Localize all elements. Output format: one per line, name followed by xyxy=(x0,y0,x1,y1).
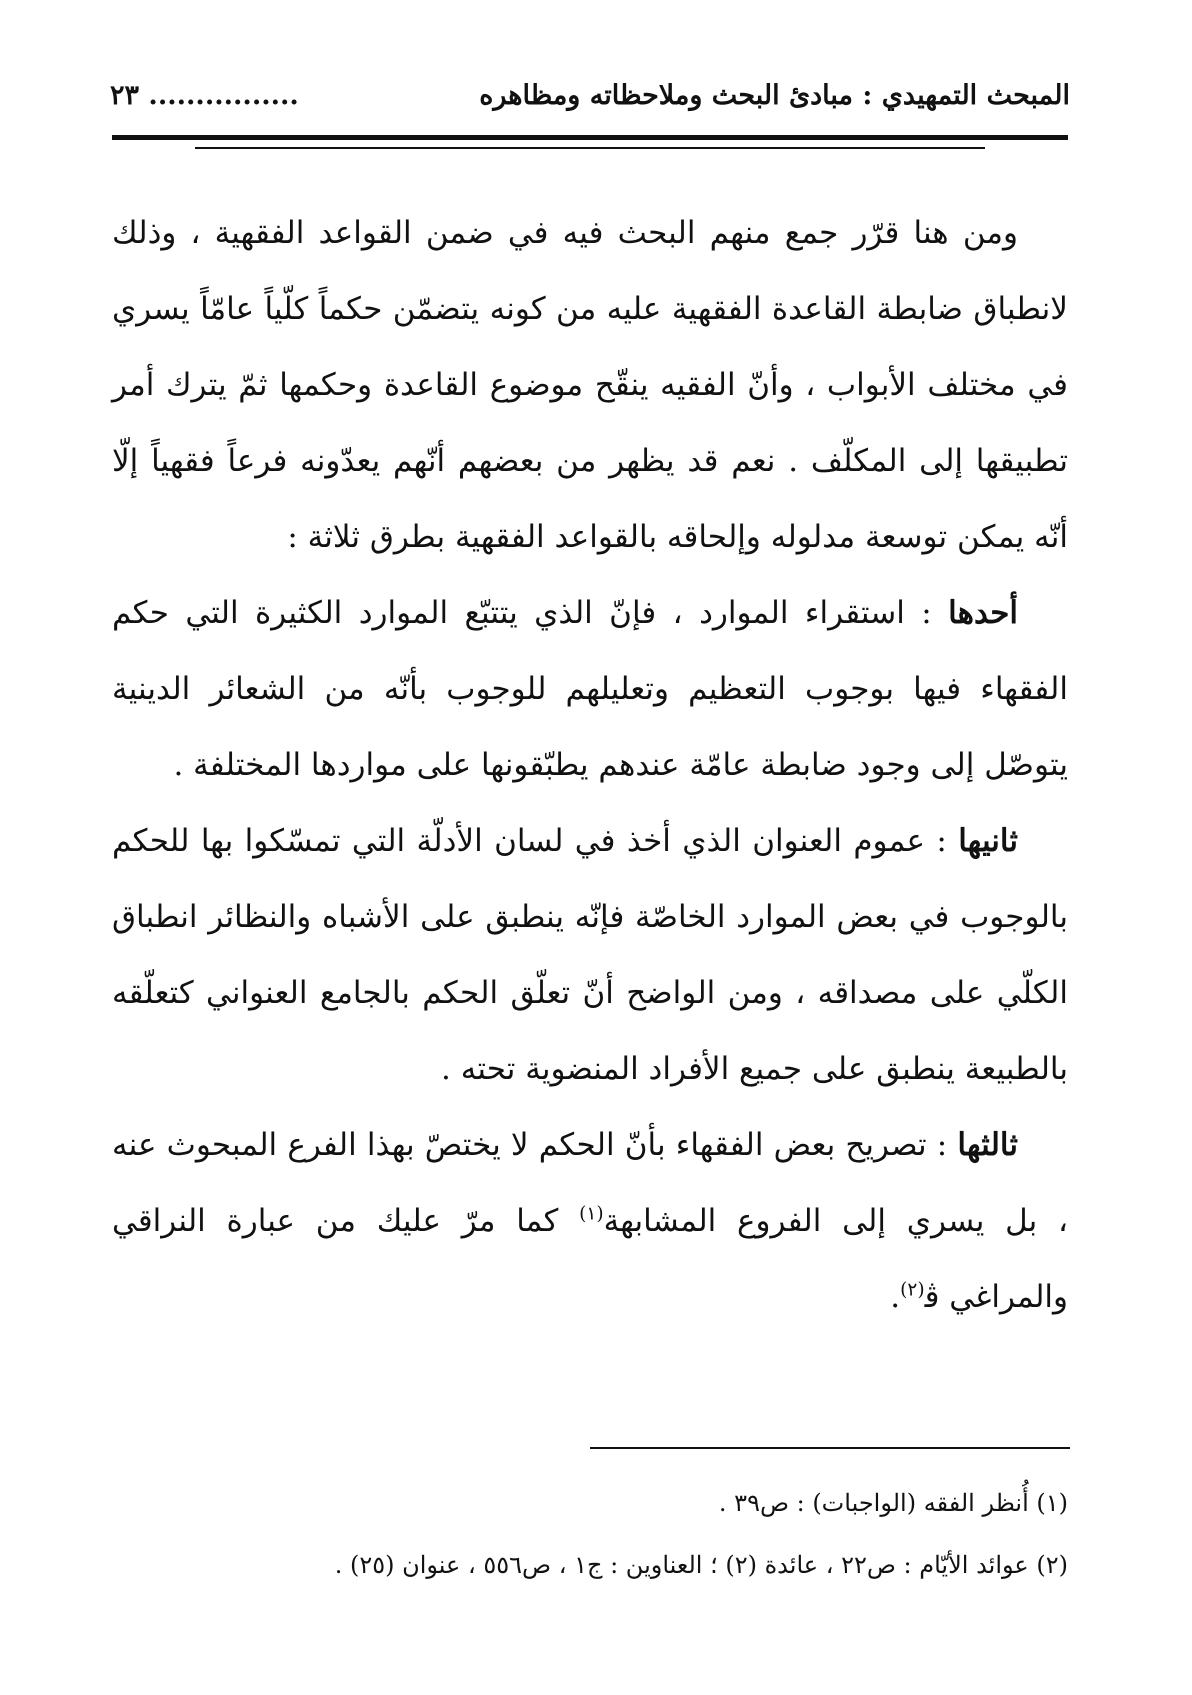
point-one-paragraph xyxy=(112,575,1068,803)
main-text xyxy=(112,195,1068,1335)
header-dots: ................ xyxy=(148,79,299,111)
running-header xyxy=(110,70,1070,120)
footnote-1: (١) أُنظر الفقه (الواجبات) : ص٣٩ . xyxy=(718,1489,1068,1517)
footnote-separator xyxy=(590,1447,1070,1449)
point-two-text: : عموم العنوان الذي أخذ في لسان الأدلّة التي تمسّكوا بها للحكم بالوجوب في بعض الموارد الخاصّة فإنّه ينطبق على الأشباه والنظائر انطباق الكلّي على مصداقه ، ومن الواضح أنّ تعلّق الحكم بالجامع العنواني كتعلّقه بالطبيعة ينطبق على جميع الأفراد المنضوية تحته . xyxy=(112,823,1068,1087)
header-rule-thick xyxy=(112,135,1068,140)
footnote-2: (٢) عوائد الأيّام : ص٢٢ ، عائدة (٢) ؛ العناوين : ج١ ، ص٥٥٦ ، عنوان (٢٥) . xyxy=(334,1551,1068,1579)
header-title: المبحث التمهيدي : مبادئ البحث وملاحظاته ومظاهره xyxy=(479,79,1070,111)
point-three-text-a: : تصريح بعض الفقهاء بأنّ الحكم لا يختصّ بهذا الفرع المبحوث عنه ، بل يسري إلى الفروع المشابهة xyxy=(112,1127,1069,1239)
point-two-lead: ثانيها xyxy=(958,823,1018,859)
footnote-ref-2: (٢) xyxy=(900,1279,925,1301)
point-two-paragraph xyxy=(112,803,1068,1107)
footnotes xyxy=(112,1472,1068,1596)
honorific-glyph: ﭬ xyxy=(924,1279,940,1315)
header-page-area xyxy=(110,80,299,111)
intro-paragraph: ومن هنا قرّر جمع منهم البحث فيه في ضمن القواعد الفقهية ، وذلك لانطباق ضابطة القاعدة الفقهية عليه من كونه يتضمّن حكماً كلّياً عامّاً يسري في مختلف الأبواب ، وأنّ الفقيه ينقّح موضوع القاعدة وحكمها ثمّ يترك أمر تطبيقها إلى المكلّف . نعم قد يظهر من بعضهم أنّهم يعدّونه فرعاً فقهياً إلّا أنّه يمكن توسعة مدلوله وإلحاقه بالقواعد الفقهية بطرق ثلاثة : xyxy=(112,215,1068,555)
point-three-lead: ثالثها xyxy=(957,1127,1018,1163)
point-one-text: : استقراء الموارد ، فإنّ الذي يتتبّع الموارد الكثيرة التي حكم الفقهاء فيها بوجوب التعظيم وتعليلهم للوجوب بأنّه من الشعائر الدينية يتوصّل إلى وجود ضابطة عامّة عندهم يطبّقونها على مواردها المختلفة . xyxy=(112,595,1068,783)
point-one-lead: أحدها xyxy=(948,595,1018,631)
page-number: ٢٣ xyxy=(110,79,140,111)
footnote-ref-1: (١) xyxy=(579,1203,604,1225)
point-three-end: . xyxy=(890,1279,901,1315)
point-three-paragraph xyxy=(112,1107,1068,1335)
header-rule-thin xyxy=(195,147,985,149)
point-three-text-b: كما مرّ عليك من عبارة النراقي والمراغي xyxy=(112,1203,1068,1315)
